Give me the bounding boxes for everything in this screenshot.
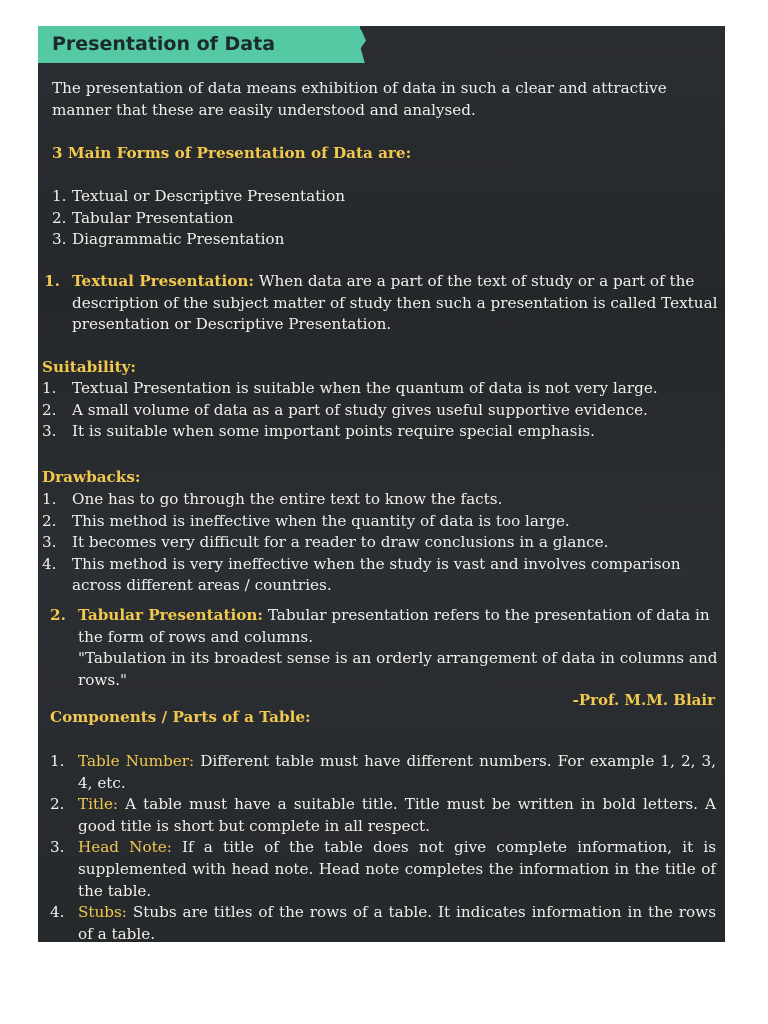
list-item: 4. This method is very ineffective when the study is vast and involves comparison across different areas / countries. (42, 554, 681, 595)
drawbacks-heading: Drawbacks: (42, 468, 141, 486)
suitability-list (42, 378, 720, 443)
intro-paragraph: The presentation of data means exhibition of data in such a clear and attractive manner that these are easily understood and analysed. (52, 79, 667, 119)
drawbacks-list (42, 489, 720, 597)
tabular-body: Tabular presentation refers to the presentation of data in the form of rows and columns. (78, 606, 710, 646)
section-number: 2. (50, 606, 66, 624)
list-item: 3. It is suitable when some important points require special emphasis. (42, 422, 595, 441)
list-item: 3. Diagrammatic Presentation (52, 230, 285, 249)
textual-body: When data are a part of the text of study or a part of the description of the subject matter of study then such a presentation is called Textual presentation or Descriptive Presentation. (72, 272, 718, 334)
list-item: 2. Title: A table must have a suitable title. Title must be written in bold letters. A good title is short but complete in all respect. (50, 795, 716, 835)
suitability-heading: Suitability: (42, 358, 137, 376)
tabular-quote: "Tabulation in its broadest sense is an orderly arrangement of data in columns and rows." (78, 649, 718, 689)
list-item: 3. It becomes very difficult for a reader to draw conclusions in a glance. (42, 533, 609, 552)
forms-heading: 3 Main Forms of Presentation of Data are: (52, 144, 412, 162)
quote-author: -Prof. M.M. Blair (572, 691, 715, 709)
list-item: 1. Table Number: Different table must have different numbers. For example 1, 2, 3, 4, etc. (50, 752, 716, 792)
components-heading: Components / Parts of a Table: (50, 708, 311, 726)
list-item: 1. Textual or Descriptive Presentation (52, 187, 346, 205)
forms-list (52, 186, 692, 251)
list-item: 4. Stubs: Stubs are titles of the rows of a table. It indicates information in the rows of a table. (50, 903, 716, 942)
list-item: 3. Head Note: If a title of the table does not give complete information, it is supplemented with head note. Head note completes the information in the title of the table. (50, 838, 717, 900)
components-list (50, 751, 716, 942)
chalkboard-page (38, 26, 725, 942)
textual-label: Textual Presentation: (72, 272, 254, 290)
list-item: 1. Textual Presentation is suitable when the quantum of data is not very large. (42, 379, 658, 397)
list-item: 2. This method is ineffective when the quantity of data is too large. (42, 511, 570, 530)
section-number: 1. (44, 272, 60, 290)
list-item: 1. One has to go through the entire text to know the facts. (42, 490, 503, 508)
textual-presentation-section (44, 271, 720, 336)
tabular-label: Tabular Presentation: (78, 606, 264, 624)
list-item: 2. Tabular Presentation (52, 208, 234, 227)
tabular-presentation-section (50, 605, 720, 691)
page-title: Presentation of Data (38, 26, 360, 63)
list-item: 2. A small volume of data as a part of study gives useful supportive evidence. (42, 400, 648, 419)
